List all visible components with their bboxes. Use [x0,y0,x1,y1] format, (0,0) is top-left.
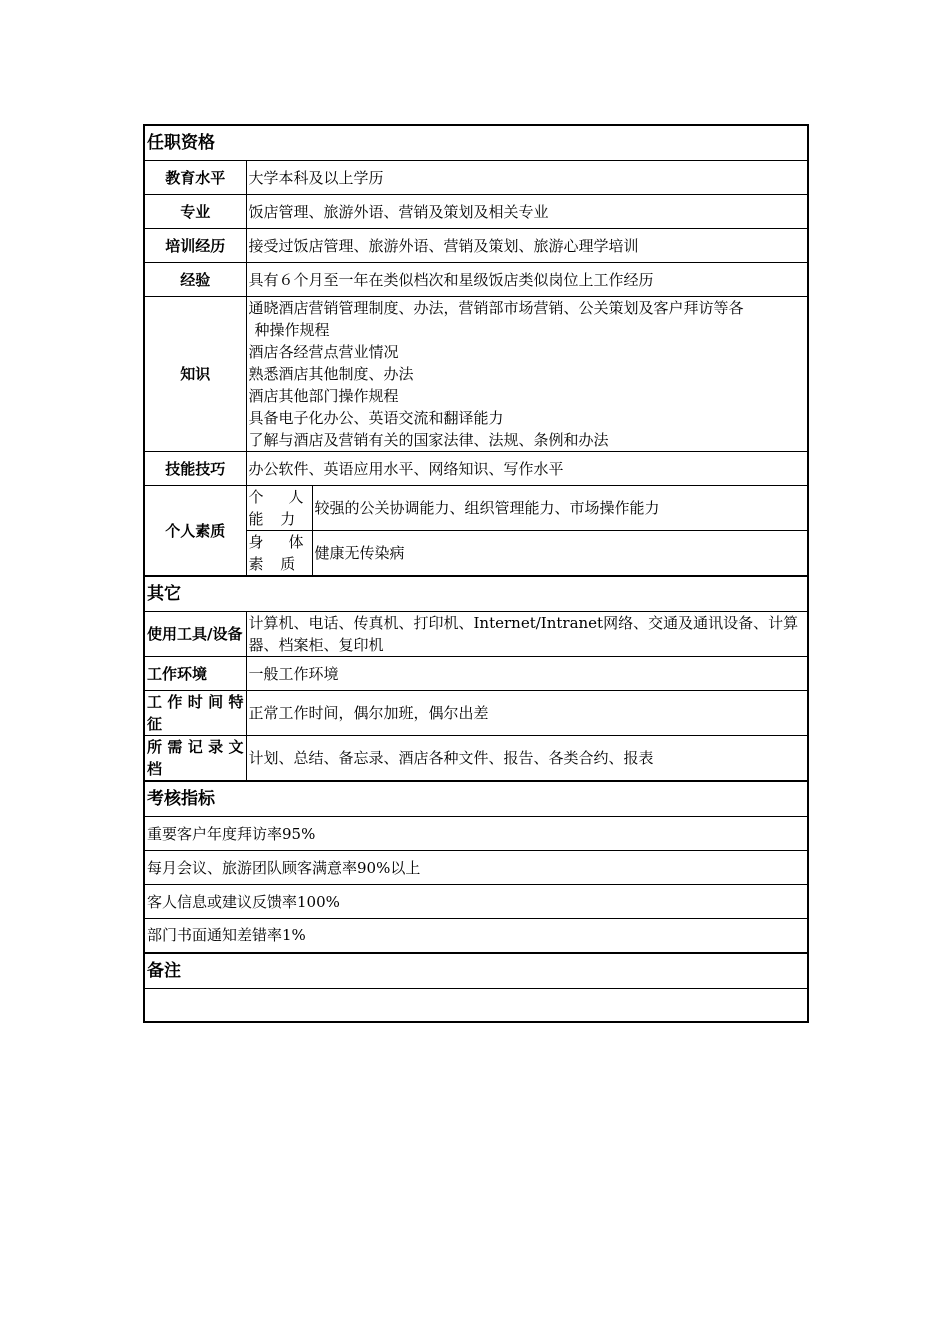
row-experience [144,263,808,297]
experience-label: 经验 [144,263,246,297]
tools-value: 计算机、电话、传真机、打印机、Internet/Intranet网络、交通及通讯设备、计算器、档案柜、复印机 [246,612,808,657]
section-title-other: 其它 [144,576,808,612]
kpi-row [144,885,808,919]
row-knowledge [144,297,808,452]
major-label: 专业 [144,195,246,229]
knowledge-label: 知识 [144,297,246,452]
knowledge-line: 种操作规程 [254,321,330,339]
training-label: 培训经历 [144,229,246,263]
knowledge-line: 熟悉酒店其他制度、办法 [248,365,414,383]
training-value: 接受过饭店管理、旅游外语、营销及策划、旅游心理学培训 [246,229,808,263]
row-training [144,229,808,263]
work-time-value: 正常工作时间，偶尔加班，偶尔出差 [246,691,808,736]
documents-label: 所 需 记 录 文 档 [144,736,246,782]
kpi-item: 部门书面通知差错率1% [144,919,808,953]
tools-label: 使用工具/设备 [144,612,246,657]
knowledge-line: 具备电子化办公、英语交流和翻译能力 [248,409,504,427]
environment-value: 一般工作环境 [246,657,808,691]
kpi-row [144,817,808,851]
row-education [144,161,808,195]
skills-label: 技能技巧 [144,452,246,486]
section-title-qualifications: 任职资格 [144,125,808,161]
knowledge-line: 酒店其他部门操作规程 [248,387,399,405]
row-major [144,195,808,229]
row-environment [144,657,808,691]
knowledge-line: 通晓酒店营销管理制度、办法，营销部市场营销、公关策划及客户拜访等各 [248,299,744,317]
row-work-time [144,691,808,736]
remarks-value [144,988,808,1022]
kpi-item: 客人信息或建议反馈率100% [144,885,808,919]
ability-label: 个 人 能 力 [246,486,312,531]
section-title-remarks: 备注 [144,953,808,989]
section-qualifications [144,125,808,161]
personal-quality-label: 个人素质 [144,486,246,577]
row-personal-ability [144,486,808,531]
physical-label: 身 体 素 质 [246,531,312,577]
knowledge-line: 酒店各经营点营业情况 [248,343,399,361]
skills-value: 办公软件、英语应用水平、网络知识、写作水平 [246,452,808,486]
job-requirements-document [143,124,807,1023]
physical-value: 健康无传染病 [312,531,808,577]
major-value: 饭店管理、旅游外语、营销及策划及相关专业 [246,195,808,229]
section-other [144,576,808,612]
work-time-label: 工 作 时 间 特 征 [144,691,246,736]
row-documents [144,736,808,782]
education-label: 教育水平 [144,161,246,195]
kpi-item: 重要客户年度拜访率95% [144,817,808,851]
ability-value: 较强的公关协调能力、组织管理能力、市场操作能力 [312,486,808,531]
experience-value: 具有６个月至一年在类似档次和星级饭店类似岗位上工作经历 [246,263,808,297]
row-skills [144,452,808,486]
kpi-item: 每月会议、旅游团队顾客满意率90%以上 [144,851,808,885]
kpi-row [144,919,808,953]
knowledge-value [246,297,808,452]
kpi-row [144,851,808,885]
remarks-row [144,988,808,1022]
requirements-table [143,124,809,1023]
section-kpi [144,781,808,817]
education-value: 大学本科及以上学历 [246,161,808,195]
documents-value: 计划、总结、备忘录、酒店各种文件、报告、各类合约、报表 [246,736,808,782]
knowledge-line: 了解与酒店及营销有关的国家法律、法规、条例和办法 [248,431,609,449]
section-title-kpi: 考核指标 [144,781,808,817]
row-tools [144,612,808,657]
section-remarks [144,953,808,989]
environment-label: 工作环境 [144,657,246,691]
